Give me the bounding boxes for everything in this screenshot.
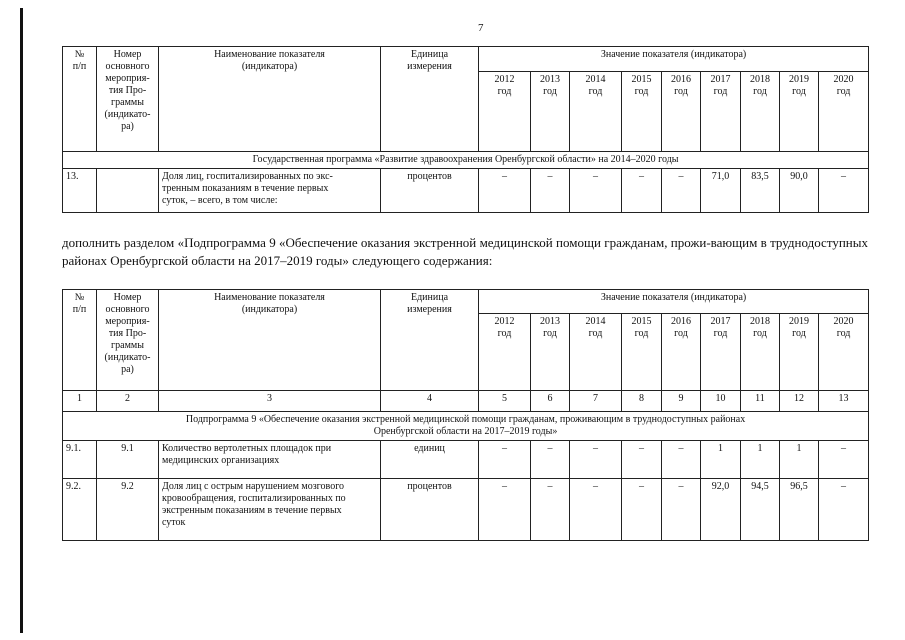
row-value: –: [622, 441, 662, 479]
column-number: 11: [741, 391, 780, 412]
header-unit: Единица измерения: [381, 290, 479, 391]
row-value: –: [531, 169, 570, 213]
header-year: 2012 год: [479, 71, 531, 151]
column-number: 3: [159, 391, 381, 412]
column-number: 4: [381, 391, 479, 412]
table-body: [63, 169, 869, 213]
header-indicator-name: Наименование показателя (индикатора): [159, 290, 381, 391]
row-value: –: [622, 479, 662, 541]
row-value: –: [531, 479, 570, 541]
row-indicator-name: Доля лиц с острым нарушением мозгового кровообращения, госпитализированных по экстренным показаниям в течение первых суток: [159, 479, 381, 541]
table-row: [63, 169, 869, 213]
header-year: 2013 год: [531, 313, 570, 390]
row-number: 9.2.: [63, 479, 97, 541]
row-unit: процентов: [381, 169, 479, 213]
section-title: Государственная программа «Развитие здравоохранения Оренбургской области» на 2014–2020 годы: [63, 152, 869, 169]
header-measure-number: Номер основного мероприя- тия Про- граммы (индикато- ра): [97, 47, 159, 152]
indicator-table-1: [62, 46, 869, 213]
header-year: 2018 год: [741, 313, 780, 390]
amendment-paragraph: дополнить разделом «Подпрограмма 9 «Обеспечение оказания экстренной медицинской помощи гражданам, прожи-вающим в труднодоступных районах Оренбургской области на 2017–2019 годы» следующего содержания:: [62, 235, 868, 268]
row-value: 1: [780, 441, 819, 479]
row-value: 1: [701, 441, 741, 479]
row-unit: процентов: [381, 479, 479, 541]
row-value: 96,5: [780, 479, 819, 541]
header-year: 2020 год: [819, 71, 869, 151]
row-indicator-name: Доля лиц, госпитализированных по экс- тренным показаниям в течение первых суток, – всего, в том числе:: [159, 169, 381, 213]
header-unit: Единица измерения: [381, 47, 479, 152]
row-value: –: [662, 441, 701, 479]
row-value: 83,5: [741, 169, 780, 213]
header-year: 2015 год: [622, 313, 662, 390]
row-value: –: [819, 169, 869, 213]
header-year: 2015 год: [622, 71, 662, 151]
column-number: 12: [780, 391, 819, 412]
table-body: [63, 441, 869, 541]
column-number: 1: [63, 391, 97, 412]
table-row: [63, 441, 869, 479]
header-year: 2017 год: [701, 313, 741, 390]
header-values-group: Значение показателя (индикатора): [479, 290, 869, 314]
row-value: –: [622, 169, 662, 213]
row-value: –: [819, 441, 869, 479]
row-value: 92,0: [701, 479, 741, 541]
header-year: 2012 год: [479, 313, 531, 390]
row-number: 13.: [63, 169, 97, 213]
row-number: 9.1.: [63, 441, 97, 479]
row-value: –: [662, 479, 701, 541]
row-value: –: [479, 169, 531, 213]
header-year: 2019 год: [780, 313, 819, 390]
column-number: 8: [622, 391, 662, 412]
header-no: № п/п: [63, 47, 97, 152]
column-number: 10: [701, 391, 741, 412]
row-indicator-name: Количество вертолетных площадок при медицинских организациях: [159, 441, 381, 479]
row-value: 90,0: [780, 169, 819, 213]
row-value: –: [819, 479, 869, 541]
indicator-table-2: [62, 289, 869, 541]
column-number: 2: [97, 391, 159, 412]
scan-edge-bar: [20, 8, 23, 633]
header-year: 2017 год: [701, 71, 741, 151]
row-value: –: [570, 479, 622, 541]
row-value: –: [662, 169, 701, 213]
row-measure-number: 9.2: [97, 479, 159, 541]
row-value: 1: [741, 441, 780, 479]
header-year: 2016 год: [662, 313, 701, 390]
row-value: –: [479, 479, 531, 541]
header-year: 2019 год: [780, 71, 819, 151]
header-year: 2013 год: [531, 71, 570, 151]
header-year: 2018 год: [741, 71, 780, 151]
header-values-group: Значение показателя (индикатора): [479, 47, 869, 72]
row-value: 71,0: [701, 169, 741, 213]
row-unit: единиц: [381, 441, 479, 479]
section-title: Подпрограмма 9 «Обеспечение оказания экстренной медицинской помощи гражданам, проживающим в труднодоступных районах Оренбургской области на 2017–2019 годы»: [63, 412, 869, 441]
header-year: 2014 год: [570, 71, 622, 151]
header-year: 2014 год: [570, 313, 622, 390]
row-value: 94,5: [741, 479, 780, 541]
row-measure-number: 9.1: [97, 441, 159, 479]
header-year: 2020 год: [819, 313, 869, 390]
page-number: 7: [478, 22, 484, 34]
header-indicator-name: Наименование показателя (индикатора): [159, 47, 381, 152]
row-value: –: [570, 441, 622, 479]
row-value: –: [570, 169, 622, 213]
table-row: [63, 479, 869, 541]
column-number: 7: [570, 391, 622, 412]
row-value: –: [531, 441, 570, 479]
column-number: 13: [819, 391, 869, 412]
header-measure-number: Номер основного мероприя- тия Про- граммы (индикато- ра): [97, 290, 159, 391]
header-no: № п/п: [63, 290, 97, 391]
row-value: –: [479, 441, 531, 479]
column-number: 9: [662, 391, 701, 412]
header-year: 2016 год: [662, 71, 701, 151]
column-number: 5: [479, 391, 531, 412]
column-number: 6: [531, 391, 570, 412]
row-measure-number: [97, 169, 159, 213]
column-numbers-row: [63, 391, 869, 412]
